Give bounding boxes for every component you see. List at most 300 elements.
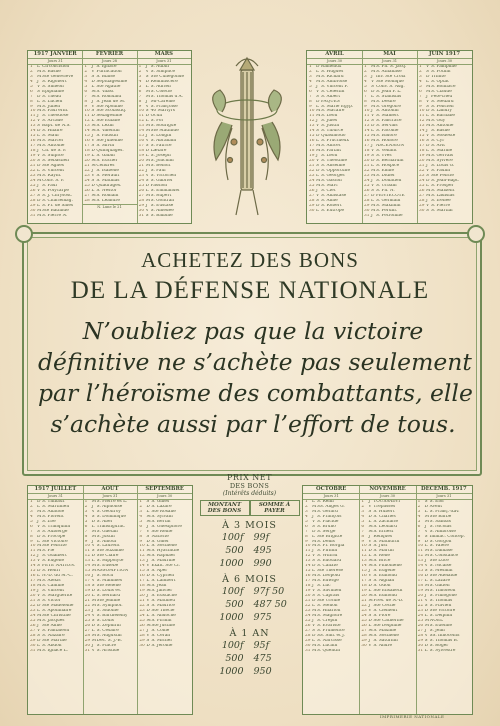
calendar-day: 23 L S. Georges	[309, 173, 345, 178]
calendar-day: 20 S S. Caprais	[305, 594, 340, 599]
calendar-day: 25 L S. Prosper	[419, 183, 454, 188]
month-info: Jours 31	[28, 494, 83, 500]
calendar-day: 15 J S. Faustin	[84, 134, 118, 139]
calendar-day: 18 D Lætare	[138, 149, 167, 154]
calendar-day: 1 J S. Ignace	[84, 64, 117, 69]
calendar-day: 23 D Ste Victoire	[417, 608, 456, 613]
calendar-day: 22 MS. Symphor.	[84, 603, 123, 608]
calendar-day: 17 S S. Silvin	[84, 144, 115, 149]
month-note: N. Lune le 21	[82, 204, 136, 210]
calendar-day: 4 S S. Dominique	[84, 514, 126, 519]
calendar-day: 19 J S. Vincent	[30, 589, 65, 594]
calendar-day: 9 MS. Denis	[305, 539, 335, 544]
calendar-day: 30 V S. Amédée	[138, 208, 174, 213]
calendar-month	[362, 51, 418, 223]
month-info: Jours 30	[307, 59, 362, 65]
calendar-day: 28 MS. Gontran	[138, 198, 175, 203]
calendar-day: 27 S S. J. Chrysost.	[30, 193, 73, 198]
calendar-month	[417, 51, 472, 223]
month-name: NOVEMBRE	[359, 486, 415, 494]
calendar-day: 7 L S. Stanislas	[364, 94, 402, 99]
month-name: DÉCEMB. 1917	[416, 486, 472, 494]
calendar-day: 29 S S. Michel	[139, 638, 172, 643]
calendar-day: 23 MS. Didier	[364, 173, 396, 178]
price-groups	[197, 520, 302, 678]
calendar-day: 13 MS. Rodrigue	[138, 124, 177, 129]
calendar-day: 13 V S. Eugène	[30, 559, 65, 564]
calendar-day: 1 MS. Ph. S. Jacq.	[364, 64, 407, 69]
calendar-day: 27 MS. Maxime	[361, 628, 397, 633]
calendar-day: 25 MS. Marc	[309, 183, 338, 188]
calendar-day: 28 V SS. Innocents	[417, 633, 460, 638]
calendar-day: 14 V S. Nicaise	[417, 564, 452, 569]
calendar-day: 15 V S. Modeste	[419, 134, 456, 139]
price-amount: 500	[225, 545, 244, 556]
price-to-pay: 99f	[253, 532, 270, 543]
calendar-day: 18 J S. Luc	[305, 584, 331, 589]
calendar-day: 18 D Quinquagés.	[84, 149, 124, 154]
calendar-day: 7 V S. Ambroise	[417, 529, 456, 534]
calendar-day: 22 S S. Maurice	[139, 603, 175, 608]
calendar-day: 14 MS. Philomène	[361, 564, 402, 569]
calendar-day: 29 MDéc. S. J.-B.	[84, 638, 123, 643]
calendar-day: 12 MS. Raphaël	[139, 554, 175, 559]
calendar-day: 7 MS. Gaétan	[84, 529, 118, 534]
calendar-day: 17 L S. Lambert	[139, 579, 176, 584]
calendar-day: 2 S S. Pothin	[419, 69, 451, 74]
calendar-month	[28, 51, 83, 223]
calendar-day: 11 D Oculi	[138, 114, 163, 119]
calendar-day: 21 S S. Anselme	[309, 163, 346, 168]
calendar-day: 22 MS. Émile	[364, 168, 395, 173]
calendar-day: 10 L S. Sosthène	[139, 544, 177, 549]
frame-corner-ornament	[467, 225, 485, 243]
calendar-day: 3 J Inv. Ste Croix	[364, 74, 406, 79]
calendar-day: 26 S S. Ph. N.	[364, 188, 395, 193]
price-row	[197, 557, 302, 570]
calendar-day: 23 S Ste Félicie	[419, 173, 454, 178]
calendar-day: 29 L S. Fr. de Sales	[30, 203, 74, 208]
calendar-day: 24 S S. Gabriel	[138, 178, 173, 183]
calendar-month	[416, 486, 472, 714]
calendar-day: 7 MS. Ernest	[361, 529, 394, 534]
calendar-day: 22 J Ste Cécile	[361, 603, 396, 608]
price-to-pay: 475	[253, 653, 272, 664]
calendar-day: 2 V Purification	[84, 69, 122, 74]
calendar-day: 9 MS. Julien	[30, 104, 61, 109]
calendar-day: 12 MS. Guy	[419, 119, 446, 124]
calendar-day: 29 L S. Narcisse	[305, 638, 342, 643]
calendar-day: 24 V S. Barthélemy	[84, 613, 128, 618]
calendar-day: 18 D S. Odon	[361, 584, 391, 589]
calendar-day: 13 MS. Brice	[361, 559, 391, 564]
calendar-day: 12 J S. Jules	[309, 119, 338, 124]
calendar-day: 14 J S. Basile	[419, 129, 450, 134]
price-to-pay: 950	[253, 666, 272, 677]
calendar-day: 19 S S. Yves	[364, 154, 392, 159]
calendar-day: 8 D S. Procope	[30, 534, 66, 539]
calendar-day: 12 V S. Wilfrid	[305, 554, 338, 559]
calendar-day: 12 MS. Constance	[417, 554, 459, 559]
calendar-day: 11 V S. Mamert	[364, 114, 399, 119]
calendar-day: 25 MNOËL	[417, 618, 443, 623]
calendar-day: 5 L Ste Agathe	[84, 84, 121, 89]
calendar-day: 22 D Ste Madeleine	[30, 603, 74, 608]
month-info: Jours 30	[359, 494, 415, 500]
calendar-day: 6 V S. Célestin	[309, 89, 345, 94]
calendar-day: 20 L S. Bernard	[84, 594, 121, 599]
calendar-day: 3 D Trinité	[419, 74, 446, 79]
calendar-day: 16 MS. Honoré	[364, 139, 398, 144]
calendar-day: 11 S Ste Suzanne	[84, 549, 124, 554]
calendar-day: 28 V S. Céran	[139, 633, 171, 638]
calendar-day: 8 D PÂQUES	[309, 99, 340, 104]
calendar-day: 3 S S. Blaise	[84, 74, 116, 79]
calendar-day: 29 D S. Robert	[309, 203, 342, 208]
month-info: Jours 31	[83, 494, 138, 500]
calendar-day: 23 D Ste Thècle	[139, 608, 175, 613]
price-amount: 100f	[221, 640, 244, 651]
calendar-day: 21 L S. Hospice	[364, 163, 400, 168]
calendar-day: 18 MS. Gatien	[417, 584, 450, 589]
calendar-day: 20 V S. Marguerite	[30, 594, 73, 599]
calendar-day: 7 MS. Romuald	[84, 94, 122, 99]
calendar-day: 2 MS. Athanase	[364, 69, 402, 74]
calendar-day: 16 S S. Cyr	[419, 139, 445, 144]
calendar-day: 16 MS. Marcel	[30, 139, 63, 144]
calendar-day: 3 MS. Anatole	[30, 509, 65, 514]
calendar-day: 13 S Bapt. de N.S.	[30, 124, 71, 129]
calendar-day: 24 J S. Donatien	[364, 178, 402, 183]
calendar-day: 29 J S. Eustase	[138, 203, 174, 208]
month-info: Jours 30	[137, 494, 192, 500]
calendar-day: 23 V S. Victorien	[138, 173, 177, 178]
calendar-day: 26 V S. Évariste	[305, 623, 341, 628]
calendar-day: 8 MS. Désiré	[364, 99, 396, 104]
month-info: Jours 31	[28, 59, 82, 65]
calendar-day: 4 J S. Rigobert	[30, 79, 67, 84]
calendar-day: 11 J S. Firmin	[305, 549, 338, 554]
calendar-day: 18 S Ste Hélène	[84, 584, 121, 589]
calendar-day: 28 S S. Nazaire	[30, 633, 65, 638]
calendar-day: 28 MS. Sosthène	[361, 633, 399, 638]
calendar-day: 23 V S. Clément	[361, 608, 398, 613]
calendar-day: 25 D Passion	[138, 183, 168, 188]
price-row	[197, 531, 302, 544]
calendar-day: 16 V S. Abraham	[138, 139, 177, 144]
calendar-day: 7 MS. Thomas d'A.	[138, 94, 184, 99]
calendar-day: 4 MSte Barbe	[417, 514, 452, 519]
calendar-day: 2 D Avent	[417, 504, 443, 509]
calendar-day: 24 MS. Magloire	[305, 613, 343, 618]
month-info: Jours 31	[137, 59, 191, 65]
calendar-day: 5 MS. Sabbas	[417, 519, 451, 524]
calendar-day: 1 S S. Éloi	[417, 499, 444, 504]
calendar-day: 6 V S. Tranquilin	[30, 524, 71, 529]
price-row	[197, 544, 302, 557]
calendar-day: 5 MS. Bertin	[139, 519, 171, 524]
calendar-day: 18 J Ch. de S. P.	[30, 149, 67, 154]
calendar-day: 2 L S. Martinien	[30, 504, 70, 509]
price-row	[197, 611, 302, 624]
calendar-day: 14 V Exalt. Ste Cr.	[139, 564, 181, 569]
price-duration: À 3 MOIS	[222, 520, 277, 531]
calendar-day: 22 L S. Mellon	[305, 603, 338, 608]
calendar-day: 15 S S. Aper	[139, 569, 168, 574]
calendar-day: 25 MS. Firmin	[139, 618, 172, 623]
calendar-day: 17 L S. Lazare	[417, 579, 451, 584]
calendar-day: 14 S S. Tiburce	[309, 129, 344, 134]
calendar-day: 13 MS. Antoine	[419, 124, 454, 129]
calendar-day: 9 V S. Mathurin	[361, 539, 400, 544]
calendar-day: 27 S S. Frumence	[305, 628, 345, 633]
calendar-day: 23 MS. Raym.	[30, 173, 62, 178]
calendar-day: 30 L S. Abdon	[30, 643, 62, 648]
calendar-day: 15 MS. Isidore	[364, 134, 397, 139]
calendar-day: 3 L S. Franç.-Xav.	[417, 509, 460, 514]
calendar-day: 25 S S. Louis	[84, 618, 114, 623]
calendar-day: 3 MS. Gérard	[305, 509, 338, 514]
calendar-day: 7 D S. Serge	[305, 529, 336, 534]
calendar-day: 12 V S. Arcade	[30, 119, 63, 124]
calendar-day: 29 D Ste Marthe	[30, 638, 67, 643]
calendar-day: 1 MS. Pierre ès L.	[84, 499, 128, 504]
price-subtitle: DES BONS	[229, 482, 270, 490]
calendar-day: 1 D Rameaux	[309, 64, 342, 69]
price-row	[197, 585, 302, 598]
calendar-day: 11 MS. Pie	[30, 549, 55, 554]
calendar-day: 24 L S. Andoche	[139, 613, 176, 618]
calendar-day: 4 MS. Sylvain	[139, 514, 173, 519]
price-amount: 500	[225, 653, 244, 664]
slogan-line: par l’héroïsme des combattants, elle	[38, 379, 473, 407]
calendar-day: 6 MS. Léonard	[361, 524, 397, 529]
calendar-day: 1 J S. Aubin	[138, 64, 169, 69]
calendar-day: 28 MS. Augustin	[84, 633, 122, 638]
calendar-day: 10 MS. Macaire	[309, 109, 345, 114]
calendar-day: 17 MS. Anicet	[309, 144, 341, 149]
price-row	[197, 665, 302, 678]
calendar-day: 26 J Ste Anne	[30, 623, 62, 628]
calendar-day: 27 V S. Anastase	[309, 193, 347, 198]
poster-title-line1: ACHETEZ DES BONS	[141, 248, 359, 272]
calendar-day: 15 L S. Maur	[30, 134, 60, 139]
calendar-day: 28 S S. Aimé	[309, 198, 338, 203]
month-name: OCTOBRE	[303, 486, 359, 494]
calendar-day: 21 MCendres	[84, 163, 115, 168]
calendar-day: 26 L Ste Delphine	[361, 623, 402, 628]
calendar-day: 26 L S. Nestor	[84, 188, 117, 193]
calendar-day: 7 J Fête-Dieu	[419, 94, 453, 99]
calendar-day: 29 V S. Pierre	[419, 203, 450, 208]
calendar-day: 6 J S. Onésiphore	[139, 524, 182, 529]
calendar-day: 21 V S. Mathieu	[139, 598, 175, 603]
month-name: SEPTEMBRE	[137, 486, 192, 494]
price-title: PRIX NET	[227, 473, 272, 482]
calendar-day: 5 V S. Placide	[305, 519, 339, 524]
calendar-day: 1 D S. Thibaut	[30, 499, 65, 504]
calendar-day: 14 D S. Calixte	[305, 564, 338, 569]
calendar-day: 12 L Ste Eulalie	[84, 119, 121, 124]
calendar-day: 21 MPrés. de N.-D.	[361, 598, 404, 603]
calendar-day: 22 D S. Opportune	[309, 168, 350, 173]
price-amount: 500	[225, 599, 244, 610]
calendar-day: 9 S S. Félicien	[419, 104, 454, 109]
calendar-day: 4 MS. Florent	[30, 514, 64, 519]
calendar-day: 26 MS. Maixent	[419, 188, 455, 193]
calendar-day: 26 MSte Justine	[139, 623, 176, 628]
calendar-day: 31 MS. Ignace L.	[30, 648, 68, 653]
calendar-day: 10 V S. Laurent	[84, 544, 120, 549]
calendar-month	[359, 486, 416, 714]
calendar-day: 16 L N.-D. du M.-C.	[30, 574, 73, 579]
calendar-jul-sep	[27, 485, 193, 715]
calendar-day: 30 S S. Martial	[419, 208, 453, 213]
calendar-month	[307, 51, 363, 223]
calendar-day: 16 J S. Roch	[84, 574, 114, 579]
calendar-day: 19 MS. Timoléon	[417, 589, 456, 594]
calendar-day: 6 MS. Claude	[419, 89, 452, 94]
calendar-day: 2 V Trépassés	[361, 504, 396, 509]
month-info: Jours 31	[416, 494, 472, 500]
calendar-day: 7 S S. Albert	[309, 94, 341, 99]
calendar-day: 20 MS. Eucher	[84, 159, 118, 164]
month-name: MAI	[362, 51, 417, 59]
calendar-day: 5 S Conv. S. Aug.	[364, 84, 405, 89]
calendar-day: 9 L Ste Victoire	[30, 539, 68, 544]
calendar-day: 18 L S. Marine	[419, 149, 453, 154]
calendar-day: 30 MSte Bathilde	[30, 208, 69, 213]
calendar-day: 21 D Ste Agnès	[30, 163, 64, 168]
calendar-day: 22 V S. Paulin	[419, 168, 451, 173]
calendar-day: 30 D S. Jérôme	[139, 643, 173, 648]
calendar-day: 19 L Ste Elisabeth	[361, 589, 403, 594]
calendar-month	[83, 486, 139, 714]
calendar-day: 28 D S. Charlemag.	[30, 198, 73, 203]
calendar-day: 7 V Ste Reine	[139, 529, 173, 534]
calendar-day: 3 S S. Hubert	[361, 509, 395, 514]
calendar-day: 18 MS. Camille	[30, 584, 65, 589]
calendar-day: 30 MS. Lucain	[305, 643, 338, 648]
calendar-day: 25 MS. Jacques	[30, 618, 65, 623]
calendar-oct-dec	[302, 485, 473, 715]
calendar-day: 1 S S. Gilles	[139, 499, 170, 504]
month-name: AVRIL	[307, 51, 362, 59]
calendar-day: 4 D Reminiscere	[138, 79, 178, 84]
calendar-day: 1 L S. Remi	[305, 499, 334, 504]
calendar-day: 23 L S. Apollinaire	[30, 608, 72, 613]
calendar-day: 4 D Septuagésime	[84, 79, 128, 84]
calendar-day: 9 MS. Grégoire	[364, 104, 401, 109]
calendar-day: 15 D S. Henri	[30, 569, 61, 574]
calendar-day: 10 MSte Félicité	[30, 544, 67, 549]
calendar-day: 31 V S. Aristide	[84, 648, 120, 653]
calendar-day: 8 L S. Lucien	[30, 99, 63, 104]
calendar-day: 29 S S. Thomas B.	[417, 638, 459, 643]
calendar-day: 11 D S. Martin	[361, 549, 394, 554]
calendar-day: 12 D Ste Claire	[84, 554, 119, 559]
calendar-day: 2 J S. Alphonse	[84, 504, 123, 509]
price-to-pay: 975	[253, 612, 272, 623]
calendar-day: 6 D S. Jean P. L.	[364, 89, 402, 94]
calendar-day: 17 V S. Mammès	[84, 579, 123, 584]
calendar-day: 20 V S. Théotime	[309, 159, 348, 164]
calendar-day: 2 L S. Hugues	[309, 69, 344, 74]
calendar-day: 13 MS. Lézin	[84, 124, 114, 129]
calendar-day: 10 S S. Just	[361, 544, 388, 549]
calendar-day: 9 V Ste Apolline	[84, 104, 123, 109]
calendar-day: 25 D Quadragés.	[84, 183, 122, 188]
month-info: Jours 31	[362, 59, 417, 65]
calendar-day: 27 MS. Rupert	[138, 193, 172, 198]
calendar-day: 9 J S. Amour	[84, 539, 117, 544]
calendar-day: 13 L S. Hippolyte	[84, 559, 124, 564]
calendar-day: 4 J S. François	[305, 514, 342, 519]
calendar-day: 17 MS. Alexis	[30, 579, 61, 584]
frame-corner-ornament	[15, 225, 33, 243]
calendar-day: 31 S S. Balbine	[138, 213, 173, 218]
month-info: Jours 31	[303, 494, 359, 500]
month-info: Jours 28	[82, 59, 136, 65]
month-info: Jours 30	[417, 59, 472, 65]
price-to-pay: 97f 50	[253, 586, 285, 597]
calendar-day: 26 V S. Polycarpe	[30, 188, 69, 193]
calendar-day: 22 S S. Flavien	[417, 603, 452, 608]
poster-title-line2: DE LA DÉFENSE NATIONALE	[70, 277, 430, 304]
calendar-day: 3 MSte Geneviève	[30, 74, 74, 79]
calendar-day: 2 MS. Basile	[30, 69, 61, 74]
calendar-day: 24 MConv. S. P.	[30, 178, 65, 183]
calendar-day: 10 S Ste Scolastiq.	[84, 109, 127, 114]
calendar-day: 21 MS. Benoît	[138, 163, 171, 168]
calendar-day: 30 D S. Roger	[417, 643, 449, 648]
calendar-day: 8 J Mi-Carême	[138, 99, 175, 104]
calendar-day: 5 D S. Abel	[84, 519, 112, 524]
calendar-day: 19 L S. Gabin	[84, 154, 115, 159]
calendar-day: 11 MS. Damase	[417, 549, 453, 554]
calendar-day: 20 MS. Sylvère	[419, 159, 453, 164]
calendar-day: 26 MS. Étienne	[417, 623, 453, 628]
calendar-day: 17 J ASCENSION	[364, 144, 405, 149]
calendar-month	[303, 486, 360, 714]
calendar-day: 21 MSte Jeanne	[84, 598, 121, 603]
calendar-day: 30 MS. Ferdin.	[364, 208, 398, 213]
calendar-day: 5 MS. Boniface	[419, 84, 456, 89]
calendar-day: 4 V Ste Monique	[364, 79, 404, 84]
calendar-day: 29 J S. Saturnin	[361, 638, 398, 643]
calendar-day: 13 D S. Servais	[364, 124, 398, 129]
calendar-day: 17 MS. Antoine	[30, 144, 65, 149]
calendar-day: 28 MS. Léandre	[84, 198, 120, 203]
calendar-day: 24 S S. Mathias	[84, 178, 120, 183]
month-name: 1917 JANVIER	[28, 51, 82, 59]
calendar-day: 22 L S. Vincent	[30, 168, 65, 173]
calendar-day: 20 J S. Eustache	[139, 594, 177, 599]
calendar-day: 21 S S. Victor	[30, 598, 61, 603]
calendar-day: 8 MS. Justin	[84, 534, 115, 539]
calendar-day: 19 J S. Léon	[309, 154, 338, 159]
calendar-day: 23 V S. Mérault	[84, 173, 120, 178]
printer-credit: IMPRIMERIE NATIONALE	[380, 714, 445, 719]
price-amount: 1000	[219, 558, 244, 569]
calendar-day: 28 D SS. Sim. et J.	[305, 633, 345, 638]
calendar-day: 16 D S. Cyprien	[139, 574, 175, 579]
price-duration: À 1 AN	[229, 628, 270, 639]
calendar-day: 20 S S. Sébastien	[30, 159, 69, 164]
calendar-day: 14 L S. Pacôme	[364, 129, 399, 134]
calendar-day: 14 MS. Eusèbe	[84, 564, 119, 569]
slogan-line: définitive ne s’achète pas seulement	[38, 348, 472, 376]
